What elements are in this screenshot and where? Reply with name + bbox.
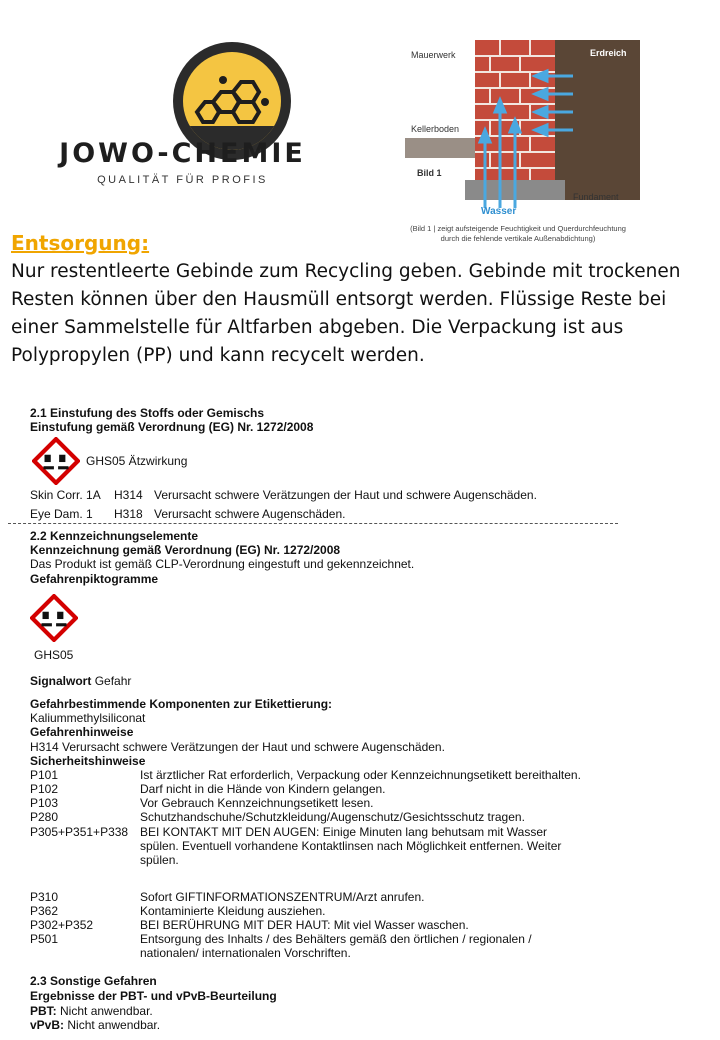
p-text: Sofort GIFTINFORMATIONSZENTRUM/Arzt anrufen. [140,890,425,904]
precaution-row [30,796,373,811]
p-code: P302+P352 [30,918,94,932]
logo-honeycomb-icon [183,52,281,150]
hazard-heading: Gefahrenhinweise [30,725,134,739]
pbt-result [30,1004,153,1019]
p-text: Darf nicht in die Hände von Kindern gelangen. [140,782,386,796]
h-statement-text: Verursacht schwere Augenschäden. [154,507,346,521]
precaution-row [30,768,581,783]
section-2-1-subtitle: Einstufung gemäß Verordnung (EG) Nr. 1272/2008 [30,420,314,434]
section-2-2-title: 2.2 Kennzeichnungselemente [30,529,199,543]
components-heading: Gefahrbestimmende Komponenten zur Etikettierung: [30,697,333,711]
p-text: Ist ärztlicher Rat erforderlich, Verpackung oder Kennzeichnungsetikett bereithalten. [140,768,581,782]
ghs05-corrosion-icon [30,594,78,647]
p-code: P501 [30,932,59,946]
disposal-text: Nur restentleerte Gebinde zum Recycling geben. Gebinde mit trockenen Resten können über den Hausmüll entsorgt werden. Flüssige Reste bei einer Sammelstelle für Altfarben abgeben. Die Verpackung ist aus Polypropylen (PP) und kann recycelt werden. [11,261,681,366]
vpvb-label: vPvB: [30,1018,65,1032]
p-code: P310 [30,890,59,904]
section-2-2-note: Das Produkt ist gemäß CLP-Verordnung eingestuft und gekennzeichnet. [30,557,415,571]
precaution-heading: Sicherheitshinweise [30,754,146,768]
p-text-continued: spülen. [140,853,179,867]
section-2-2-subtitle: Kennzeichnung gemäß Verordnung (EG) Nr. 1272/2008 [30,543,341,557]
label-masonry: Mauerwerk [411,50,456,60]
p-code: P103 [30,796,59,810]
caption-line: (Bild 1 | zeigt aufsteigende Feuchtigkeit und Querdurchfeuchtung [410,224,626,233]
p-text-continued: spülen. Eventuell vorhandene Kontaktlinsen nach Möglichkeit entfernen. Weiter [140,839,562,853]
p-code: P280 [30,810,59,824]
p-text: Schutzhandschuhe/Schutzkleidung/Augenschutz/Gesichtsschutz tragen. [140,810,525,824]
ghs05-code-label: GHS05 [34,648,74,662]
label-soil: Erdreich [590,48,627,58]
vpvb-value: Nicht anwendbar. [67,1018,161,1032]
classification-row [30,488,537,502]
precaution-row [30,890,424,905]
p-code: P305+P351+P338 [30,825,129,839]
class-code: Eye Dam. 1 [30,507,93,521]
brand-name: JOWO-CHEMIE [59,138,306,169]
company-logo [55,42,310,192]
label-basement-floor: Kellerboden [411,124,460,134]
label-foundation: Fundament [573,192,619,202]
component-name: Kaliummethylsiliconat [30,711,146,725]
p-code: P101 [30,768,59,782]
p-code: P362 [30,904,59,918]
p-text: Vor Gebrauch Kennzeichnungsetikett lesen. [140,796,374,810]
signal-word-label: Signalwort [30,674,92,688]
disposal-title: Entsorgung: [11,231,150,255]
precaution-row-p501 [30,932,532,947]
classification-row [30,507,345,521]
ghs05-label: GHS05 Ätzwirkung [86,454,188,468]
precaution-row [30,904,325,919]
section-2-1-title: 2.1 Einstufung des Stoffs oder Gemischs [30,406,265,420]
pbt-value: Nicht anwendbar. [60,1004,153,1018]
p-code: P102 [30,782,59,796]
precaution-row [30,782,386,797]
h-statement-text: Verursacht schwere Verätzungen der Haut und schwere Augenschäden. [154,488,537,502]
vpvb-result [30,1018,160,1033]
label-water: Wasser [481,206,517,217]
p-text: Entsorgung des Inhalts / des Behälters gemäß den örtlichen / regionalen / [140,932,532,946]
precaution-row [30,810,525,825]
label-figure: Bild 1 [417,168,442,178]
masonry-moisture-diagram [405,30,650,220]
class-code: Skin Corr. 1A [30,488,101,502]
brand-tagline: QUALITÄT FÜR PROFIS [97,174,268,186]
signal-word-value: Gefahr [94,674,132,688]
diagram-caption [378,224,658,244]
section-2-3-subtitle: Ergebnisse der PBT- und vPvB-Beurteilung [30,989,277,1003]
precaution-row-p305 [30,825,547,840]
pbt-label: PBT: [30,1004,57,1018]
h-statement-code: H314 [114,488,143,502]
p-text-continued: nationalen/ internationalen Vorschriften. [140,946,351,960]
h-statement-code: H318 [114,507,143,521]
precaution-row [30,918,469,933]
p-text: Kontaminierte Kleidung ausziehen. [140,904,326,918]
ghs05-corrosion-icon [32,437,80,490]
caption-line: durch die fehlende vertikale Außenabdichtung) [440,234,596,243]
signal-word [30,674,131,689]
section-2-3-title: 2.3 Sonstige Gefahren [30,974,157,988]
hazard-statement: H314 Verursacht schwere Verätzungen der Haut und schwere Augenschäden. [30,740,445,754]
p-text: BEI BERÜHRUNG MIT DER HAUT: Mit viel Wasser waschen. [140,918,469,932]
section-divider [8,523,618,524]
pictograms-heading: Gefahrenpiktogramme [30,572,159,586]
p-text: BEI KONTAKT MIT DEN AUGEN: Einige Minuten lang behutsam mit Wasser [140,825,548,839]
